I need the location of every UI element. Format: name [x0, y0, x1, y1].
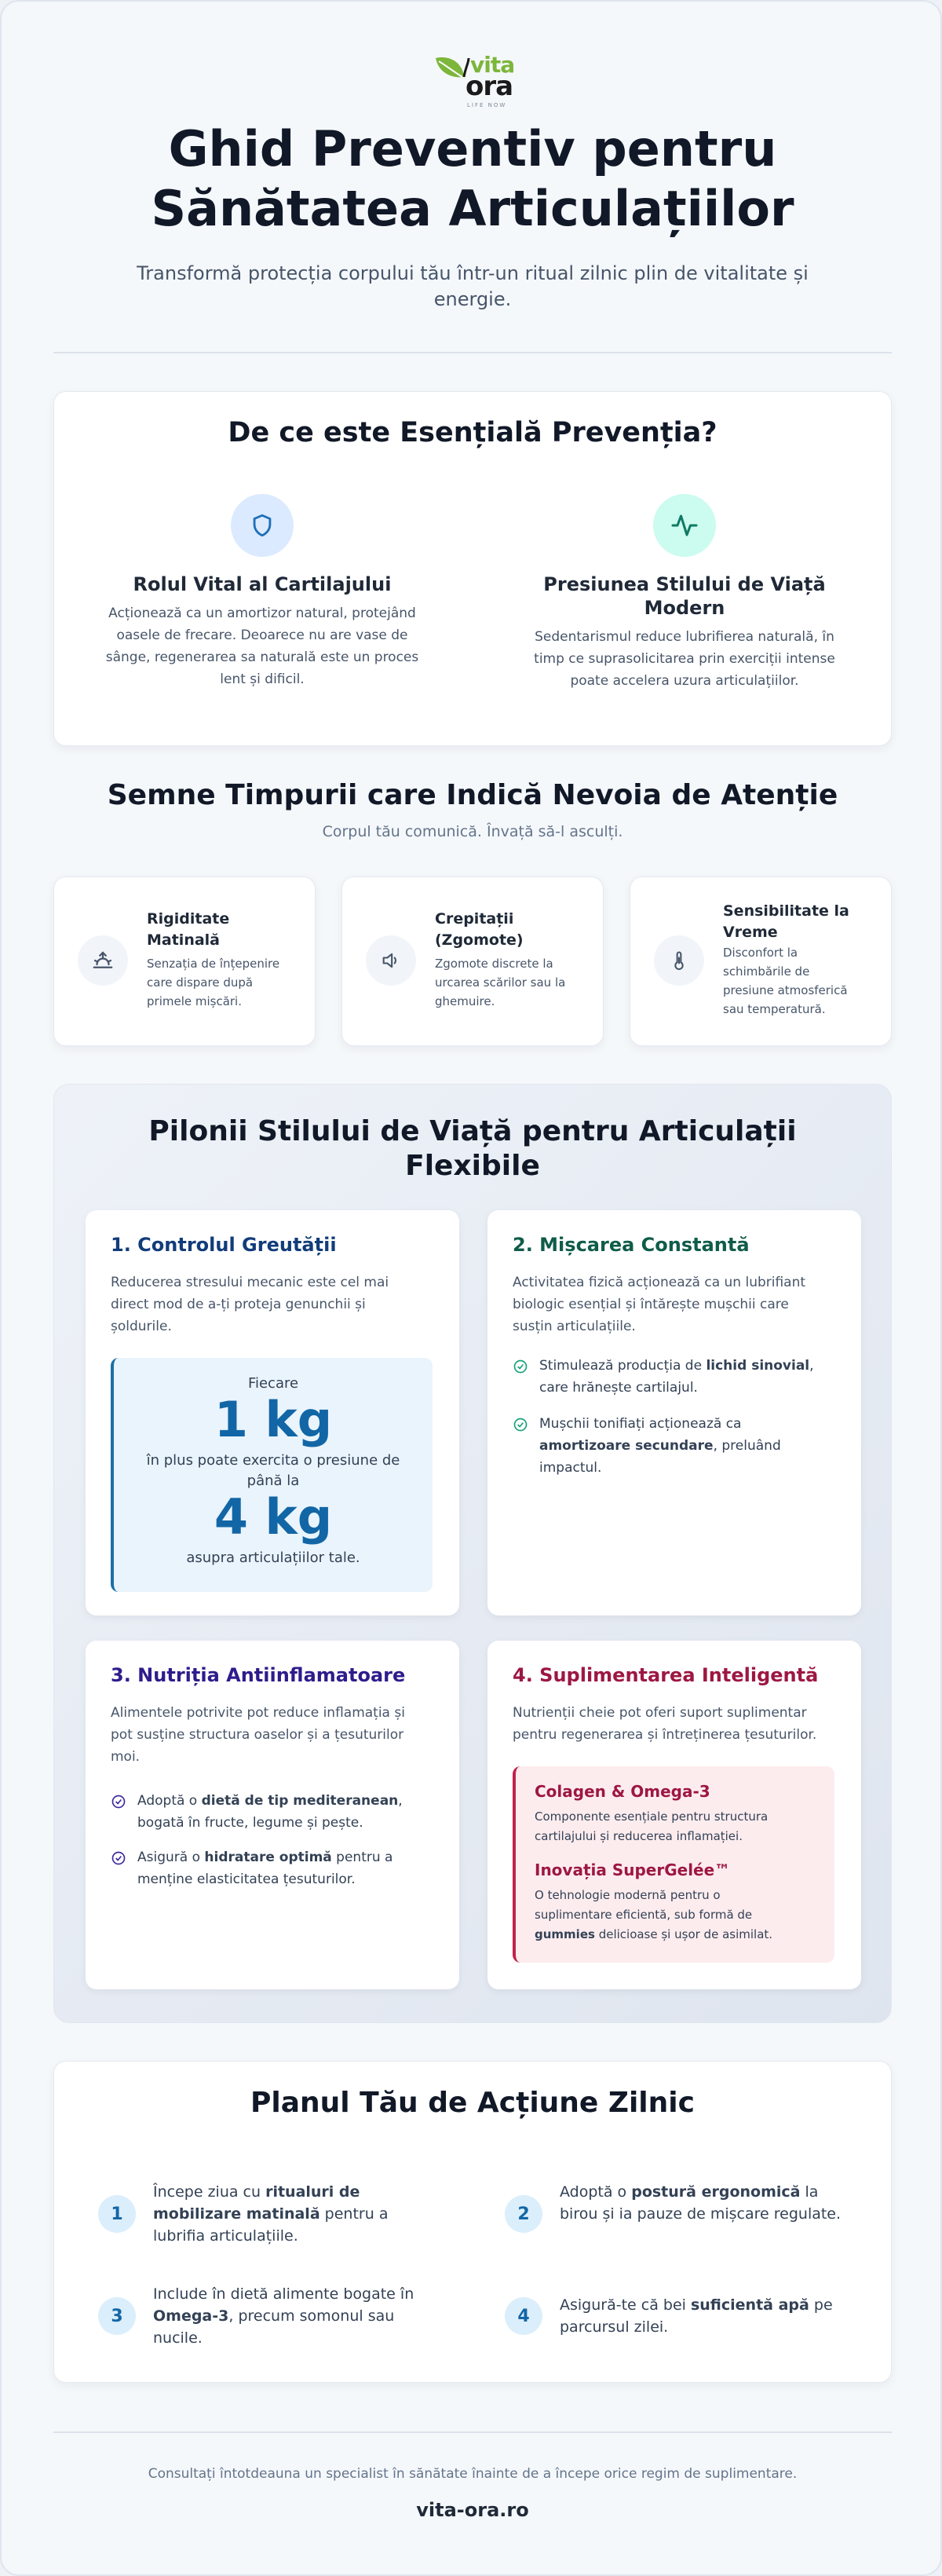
nutrition-bullet: Adoptă o dietă de tip mediteranean, bogată în fructe, legume și pește.: [111, 1790, 440, 1834]
sign-card-stiffness: [53, 876, 316, 1046]
stat-value-1kg: 1 kg: [214, 1391, 333, 1448]
supplement-item-text: Componente esențiale pentru structura cartilajului și reducerea inflamației.: [535, 1809, 769, 1843]
website-link[interactable]: vita-ora.ro: [416, 2499, 529, 2521]
logo: [2, 47, 942, 112]
stat-value-4kg: 4 kg: [214, 1488, 333, 1546]
pillar-text: Activitatea fizică acționează ca un lubrifiant biologic esențial și întărește mușchii care susțin articulațiile.: [513, 1275, 806, 1334]
subtitle-line-2: energie.: [433, 288, 512, 310]
page-title: [2, 119, 942, 239]
stat-intro: Fiecare: [247, 1375, 299, 1392]
why-item-text: Acționează ca un amortizor natural, protejând oasele de frecare. Deoarece nu are vase de sânge, regenerarea sa naturală este un proces lent și dificil.: [105, 606, 419, 687]
pillar-text: Reducerea stresului mecanic este cel mai direct mod de a-ți proteja genunchii și șoldurile.: [111, 1275, 389, 1334]
sunrise-icon: [78, 935, 128, 986]
pillar-weight-card: [86, 1210, 459, 1615]
divider: [53, 352, 892, 353]
logo-word-vita: vita: [470, 52, 515, 78]
stat-mid-2: până la: [246, 1473, 300, 1489]
step-number: 3: [98, 2297, 136, 2335]
why-item-title: Rolul Vital al Cartilajului: [133, 573, 392, 595]
pillar-title: 1. Controlul Greutății: [111, 1234, 337, 1256]
supplement-item-title: Inovația SuperGelée™: [535, 1861, 731, 1879]
plan-title: Planul Tău de Acțiune Zilnic: [250, 2087, 695, 2119]
pillar-nutrition-card: [86, 1641, 459, 1989]
sign-card-crepitus: [341, 876, 604, 1046]
sign-text: Senzația de înțepenire care dispare după primele mișcări.: [147, 957, 280, 1008]
leaf-icon: [433, 53, 470, 86]
pillar-movement-card: [487, 1210, 861, 1615]
signs-title: Semne Timpurii care Indică Nevoia de Atenție: [107, 779, 838, 811]
sign-card-weather: [630, 876, 892, 1046]
daily-plan-card: [53, 2061, 892, 2383]
stat-mid-1: în plus poate exercita o presiune de: [146, 1452, 400, 1469]
pillars-section: [53, 1084, 892, 2023]
step-number: 2: [505, 2195, 542, 2233]
title-line-2: Sănătatea Articulațiilor: [151, 180, 794, 237]
pillar-supplements-card: [487, 1641, 861, 1989]
subtitle-line-1: Transformă protecția corpului tău într-un ritual zilnic plin de vitalitate și: [137, 262, 809, 284]
why-item-text: Sedentarismul reduce lubrifierea naturală, în timp ce suprasolicitarea prin exerciții intense poate accelera uzura articulațiilor.: [534, 629, 835, 689]
supplement-item-text: O tehnologie modernă pentru o suplimentare eficientă, sub formă de gummies delicioase și ușor de asimilat.: [535, 1888, 773, 1941]
check-circle-icon: [111, 1794, 126, 1809]
shield-icon: [231, 494, 294, 557]
pulse-icon: [653, 494, 716, 557]
logo-word-ora: ora: [466, 71, 513, 102]
disclaimer: Consultați întotdeauna un specialist în sănătate înainte de a începe orice regim de suplimentare.: [148, 2466, 798, 2482]
pillars-title: Pilonii Stilului de Viață pentru Articulații Flexibile: [148, 1115, 797, 1182]
supplements-box: [513, 1766, 834, 1963]
page-subtitle: [127, 261, 818, 313]
sign-title: Crepitații (Zgomote): [435, 910, 524, 949]
logo-tagline: LIFE NOW: [467, 102, 507, 108]
title-line-1: Ghid Preventiv pentru: [168, 120, 777, 177]
why-item-cartilage: [78, 494, 447, 690]
footer-divider: [53, 2431, 892, 2433]
check-circle-icon: [513, 1417, 528, 1433]
movement-bullet: Mușchii tonifiați acționează ca amortizoare secundare, preluând impactul.: [513, 1413, 842, 1479]
sign-title: Rigiditate Matinală: [147, 910, 230, 949]
supplement-item-title: Colagen & Omega-3: [535, 1782, 710, 1801]
nutrition-bullet: Asigură o hidratare optimă pentru a menține elasticitatea țesuturilor.: [111, 1846, 440, 1890]
step-number: 1: [98, 2195, 136, 2233]
sign-title: Sensibilitate la Vreme: [723, 902, 849, 941]
step-text: Adoptă o postură ergonomică la birou și ia pauze de mișcare regulate.: [560, 2183, 842, 2223]
movement-bullet: Stimulează producția de lichid sinovial, care hrănește cartilajul.: [513, 1355, 842, 1399]
step-text: Începe ziua cu ritualuri de mobilizare matinală pentru a lubrifia articulațiile.: [153, 2183, 389, 2245]
step-number: 4: [505, 2297, 542, 2335]
signs-subtitle: Corpul tău comunică. Învață să-l asculți.: [322, 823, 623, 840]
weight-stat-box: [111, 1358, 433, 1592]
check-circle-icon: [513, 1359, 528, 1374]
speaker-icon: [366, 935, 416, 986]
step-text: Include în dietă alimente bogate în Omega-3, precum somonul sau nucile.: [153, 2285, 414, 2347]
thermometer-icon: [654, 935, 704, 986]
why-item-lifestyle: [500, 494, 869, 692]
pillar-title: 3. Nutriția Antiinflamatoare: [111, 1664, 406, 1686]
sign-text: Disconfort la schimbările de presiune atmosferică sau temperatură.: [723, 946, 848, 1016]
stat-outro: asupra articulațiilor tale.: [186, 1550, 360, 1566]
pillar-title: 4. Suplimentarea Inteligentă: [513, 1664, 819, 1686]
check-circle-icon: [111, 1850, 126, 1866]
why-prevention-card: [53, 391, 892, 746]
pillar-title: 2. Mișcarea Constantă: [513, 1234, 750, 1256]
pillar-text: Nutrienții cheie pot oferi suport suplimentar pentru regenerarea și întreținerea țesuturilor.: [513, 1705, 817, 1743]
step-text: Asigură-te că bei suficientă apă pe parcursul zilei.: [560, 2296, 833, 2336]
why-title: De ce este Esențială Prevenția?: [228, 417, 717, 448]
why-item-title: Presiunea Stilului de Viață Modern: [543, 573, 826, 619]
sign-text: Zgomote discrete la urcarea scărilor sau la ghemuire.: [435, 957, 566, 1008]
pillar-text: Alimentele potrivite pot reduce inflamația și pot susține structura oaselor și a țesuturilor moi.: [111, 1705, 405, 1765]
